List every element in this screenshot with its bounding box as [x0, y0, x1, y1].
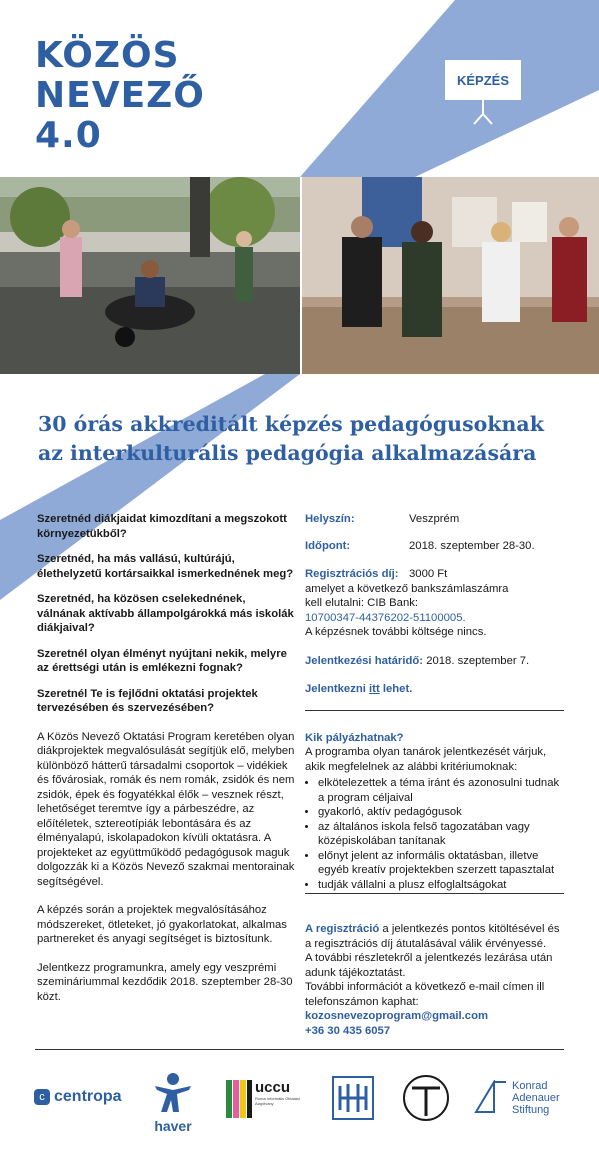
date-row	[305, 539, 567, 554]
photo-workshop	[302, 177, 599, 374]
training-badge	[445, 60, 521, 100]
apply-row	[305, 682, 567, 697]
criteria-item: • gyakorló, aktív pedagógusok	[318, 805, 567, 820]
question-3: Szeretnéd, ha közösen cselekednének, válnának aktívabb állampolgárokká más iskolák diákjaival?	[37, 593, 294, 634]
apply-suffix: lehet.	[379, 683, 413, 695]
easel-icon	[470, 100, 496, 126]
date-label: Időpont:	[305, 539, 351, 552]
konrad-adenauer-logo	[474, 1080, 560, 1116]
date-value: 2018. szeptember 28-30.	[409, 539, 535, 552]
training-description: A képzés során a projektek megvalósításához módszereket, ötleteket, jó gyakorlatokat, alkalmas partnereket és anyagi segítséget is biztosítunk.	[37, 904, 287, 945]
title-line-1: KÖZÖS	[35, 35, 180, 76]
contact-email-link[interactable]: kozosnevezoprogram@gmail.com	[305, 1010, 489, 1022]
badge-label: KÉPZÉS	[456, 72, 509, 88]
uccu-stripes-icon	[226, 1080, 252, 1118]
headline-line-1: 30 órás akkreditált képzés pedagógusoknak	[38, 412, 544, 436]
haver-text: haver	[154, 1118, 192, 1134]
left-column	[37, 512, 295, 1015]
partner-logos	[0, 1068, 599, 1138]
fee-block	[305, 567, 567, 640]
footer-divider	[35, 1049, 564, 1050]
bank-account-link[interactable]: 10700347-44376202-51100005.	[305, 611, 466, 624]
divider-1	[305, 710, 564, 711]
contact-phone: +36 30 435 6057	[305, 1024, 391, 1037]
uccu-logo	[226, 1079, 300, 1123]
contact-text: További információt a következő e-mail címen ill telefonszámon kaphat:	[305, 981, 545, 1008]
kas-mark-icon	[474, 1080, 508, 1114]
divider-2	[305, 893, 564, 894]
location-row	[305, 512, 567, 527]
deadline-row	[305, 654, 567, 669]
haver-figure-icon	[153, 1072, 193, 1114]
deadline-label: Jelentkezési határidő:	[305, 654, 424, 667]
uccu-text: uccu	[255, 1079, 291, 1096]
apply-prefix: Jelentkezni	[305, 683, 370, 695]
registration-info	[305, 922, 567, 951]
fee-value: 3000 Ft	[409, 568, 448, 580]
centropa-logo	[34, 1088, 122, 1106]
location-value: Veszprém	[409, 513, 460, 525]
emblem-logo	[330, 1074, 376, 1122]
kas-line-3: Stiftung	[512, 1104, 550, 1116]
headline-line-2: az interkulturális pedagógia alkalmazására	[38, 441, 537, 465]
fee-line-2: amelyet a következő bankszámlaszámra	[305, 582, 509, 595]
registration-link[interactable]: A regisztráció	[305, 923, 380, 935]
registration-text: a jelentkezés pontos kitöltésével és a regisztrációs díj átutalásával válik érvényessé.	[305, 923, 560, 950]
title-line-2: NEVEZŐ	[35, 75, 205, 116]
question-2: Szeretnéd, ha más vallású, kultúrájú, élethelyzetű kortársaikkal ismerkednének meg?	[37, 553, 294, 580]
photo-wheelbarrow-illustration	[0, 177, 300, 374]
deadline-value: 2018. szeptember 7.	[426, 654, 530, 667]
criteria-item: • tudják vállalni a plusz elfoglaltságokat	[318, 878, 567, 893]
no-extra-cost: A képzésnek további költsége nincs.	[305, 626, 487, 638]
who-can-apply-intro: A programba olyan tanárok jelentkezését várjuk, akik megfelelnek az alábbi kritériumoknak:	[305, 746, 547, 773]
criteria-item: • elkötelezettek a téma iránt és azonosulni tudnak a program céljaival	[318, 776, 567, 805]
question-1: Szeretnéd diákjaidat kimozdítani a megszokott környezetükből?	[37, 513, 287, 540]
location-label: Helyszín:	[305, 513, 355, 525]
photo-workshop-illustration	[302, 177, 599, 374]
photo-wheelbarrow	[0, 177, 300, 374]
fee-line-3: kell elutalni: CIB Bank:	[305, 597, 419, 609]
fee-label: Regisztrációs díj:	[305, 568, 399, 580]
centropa-text: centropa	[54, 1088, 122, 1105]
headline	[38, 410, 578, 468]
title-line-3: 4.0	[35, 115, 102, 156]
haver-logo	[150, 1072, 196, 1133]
kas-line-1: Konrad	[512, 1080, 548, 1092]
program-description: A Közös Nevező Oktatási Program keretében olyan diákprojektek megvalósulását segítjük elő, melyben különböző hátterű társadalmi csoportok – vidékiek és fővárosiak, romák és nem romák, zsidók és nem zsidók, épek és fogyatékkal élők – vesznek részt, lehetőséget teremtve így a párbeszédre, az előítéletek, sztereotípiák lebontására és az élményalapú, iskolapadokon kívüli oktatásra. A projekteket az együttműködő pedagógusok maguk dolgozzák ki a Közös Nevező szakmai mentorainak segítségével.	[37, 730, 295, 888]
apply-link[interactable]: itt	[369, 683, 380, 695]
criteria-item: • az általános iskola felső tagozatában vagy középiskolában tanítanak	[318, 820, 567, 849]
kas-line-2: Adenauer	[512, 1092, 560, 1104]
circle-t-logo	[402, 1074, 450, 1122]
criteria-list	[305, 776, 567, 892]
uccu-subtitle: Roma Informális Oktatási Alapítvány	[255, 1096, 300, 1106]
question-4: Szeretnél olyan élményt nyújtani nekik, melyre az érettségi után is emlékezni fognak?	[37, 647, 287, 674]
program-title	[35, 36, 205, 156]
centropa-icon: c	[34, 1089, 50, 1105]
right-column	[305, 512, 567, 1038]
join-call: Jelentkezz programunkra, amely egy veszprémi szemináriummal kezdődik 2018. szeptember 28-30 közt.	[37, 961, 293, 1003]
registration-details: A további részletekről a jelentkezés lezárása után adunk tájékoztatást.	[305, 952, 553, 979]
question-5: Szeretnél Te is fejlődni oktatási projektek tervezésében és szervezésében?	[37, 687, 258, 714]
criteria-item: • előnyt jelent az informális oktatásban, illetve egyéb kreatív projektekben szerzett tapasztalat	[318, 849, 567, 878]
who-can-apply-title: Kik pályázhatnak?	[305, 731, 404, 744]
